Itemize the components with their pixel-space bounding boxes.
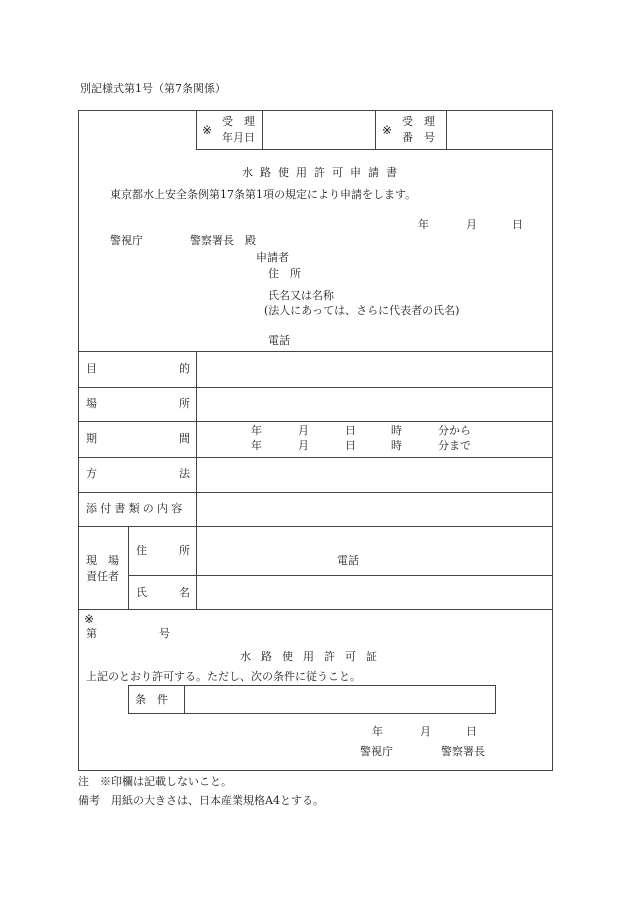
place-field[interactable] bbox=[197, 388, 552, 421]
application-date-year: 年 bbox=[418, 218, 429, 231]
form-number-header: 別記様式第1号（第7条関係） bbox=[80, 82, 226, 95]
reception-date-field[interactable] bbox=[262, 110, 375, 149]
reception-number-field[interactable] bbox=[446, 110, 553, 149]
period-to-month: 月 bbox=[298, 439, 309, 452]
applicant-label: 申請者 bbox=[256, 251, 289, 264]
application-date-month: 月 bbox=[466, 218, 477, 231]
period-label-a: 期 bbox=[86, 432, 97, 445]
period-from-day: 日 bbox=[345, 424, 356, 437]
addressee-title: 警察署長 殿 bbox=[190, 234, 256, 247]
application-intro: 東京都水上安全条例第17条第1項の規定により申請をします。 bbox=[110, 188, 417, 201]
manager-phone-label: 電話 bbox=[337, 554, 359, 567]
reception-date-label-top: 受 理 bbox=[222, 115, 255, 128]
period-from-month: 月 bbox=[298, 424, 309, 437]
permit-number-prefix: 第 bbox=[86, 627, 97, 640]
permit-text: 上記のとおり許可する。ただし、次の条件に従うこと。 bbox=[86, 670, 361, 683]
method-field[interactable] bbox=[197, 458, 552, 491]
manager-label-1: 現 場 bbox=[86, 554, 119, 567]
reception-date-mark: ※ bbox=[202, 123, 213, 137]
permit-date-month: 月 bbox=[420, 725, 431, 738]
method-label-b: 法 bbox=[179, 467, 190, 480]
period-label-b: 間 bbox=[179, 432, 190, 445]
manager-address-label-b: 所 bbox=[179, 544, 190, 557]
period-to-day: 日 bbox=[345, 439, 356, 452]
purpose-label-a: 目 bbox=[86, 362, 97, 375]
manager-name-label-a: 氏 bbox=[136, 586, 147, 599]
period-to-hour: 時 bbox=[391, 439, 402, 452]
remark: 備考 用紙の大きさは、日本産業規格A4とする。 bbox=[78, 794, 324, 807]
period-to-year: 年 bbox=[251, 439, 262, 452]
permit-number-suffix: 号 bbox=[159, 627, 170, 640]
condition-label: 条 件 bbox=[135, 693, 168, 706]
condition-field[interactable] bbox=[185, 686, 495, 713]
permit-title: 水路使用許可証 bbox=[240, 650, 387, 663]
application-date-day: 日 bbox=[512, 218, 523, 231]
reception-number-mark: ※ bbox=[382, 123, 393, 137]
place-label-b: 所 bbox=[179, 397, 190, 410]
purpose-label-b: 的 bbox=[179, 362, 190, 375]
permit-issuer-title: 警察署長 bbox=[441, 745, 485, 758]
purpose-field[interactable] bbox=[197, 352, 552, 386]
applicant-name-label: 氏名又は名称 bbox=[268, 289, 334, 302]
manager-address-label-a: 住 bbox=[136, 544, 147, 557]
applicant-phone-label: 電話 bbox=[268, 334, 290, 347]
permit-mark: ※ bbox=[84, 612, 95, 626]
period-from-minute: 分から bbox=[438, 424, 471, 437]
attachments-field[interactable] bbox=[197, 493, 552, 525]
applicant-address-label: 住 所 bbox=[268, 267, 301, 280]
application-title: 水路使用許可申請書 bbox=[242, 166, 404, 179]
place-label-a: 場 bbox=[86, 397, 97, 410]
manager-name-field[interactable] bbox=[197, 576, 552, 609]
footnote: 注 ※印欄は記載しないこと。 bbox=[78, 775, 232, 788]
attachments-label: 添付書類の内容 bbox=[86, 502, 186, 515]
reception-number-label-top: 受 理 bbox=[402, 115, 435, 128]
applicant-name-note: (法人にあっては、さらに代表者の氏名) bbox=[264, 304, 460, 317]
permit-date-year: 年 bbox=[372, 725, 383, 738]
manager-name-label-b: 名 bbox=[179, 586, 190, 599]
reception-number-label-bottom: 番 号 bbox=[402, 131, 435, 144]
period-from-hour: 時 bbox=[391, 424, 402, 437]
permit-date-day: 日 bbox=[466, 725, 477, 738]
period-from-year: 年 bbox=[251, 424, 262, 437]
period-to-minute: 分まで bbox=[438, 439, 471, 452]
method-label-a: 方 bbox=[86, 467, 97, 480]
manager-label-2: 責任者 bbox=[86, 570, 119, 583]
reception-date-label-bottom: 年月日 bbox=[222, 131, 255, 144]
addressee-org: 警視庁 bbox=[110, 234, 143, 247]
permit-issuer-org: 警視庁 bbox=[360, 745, 393, 758]
